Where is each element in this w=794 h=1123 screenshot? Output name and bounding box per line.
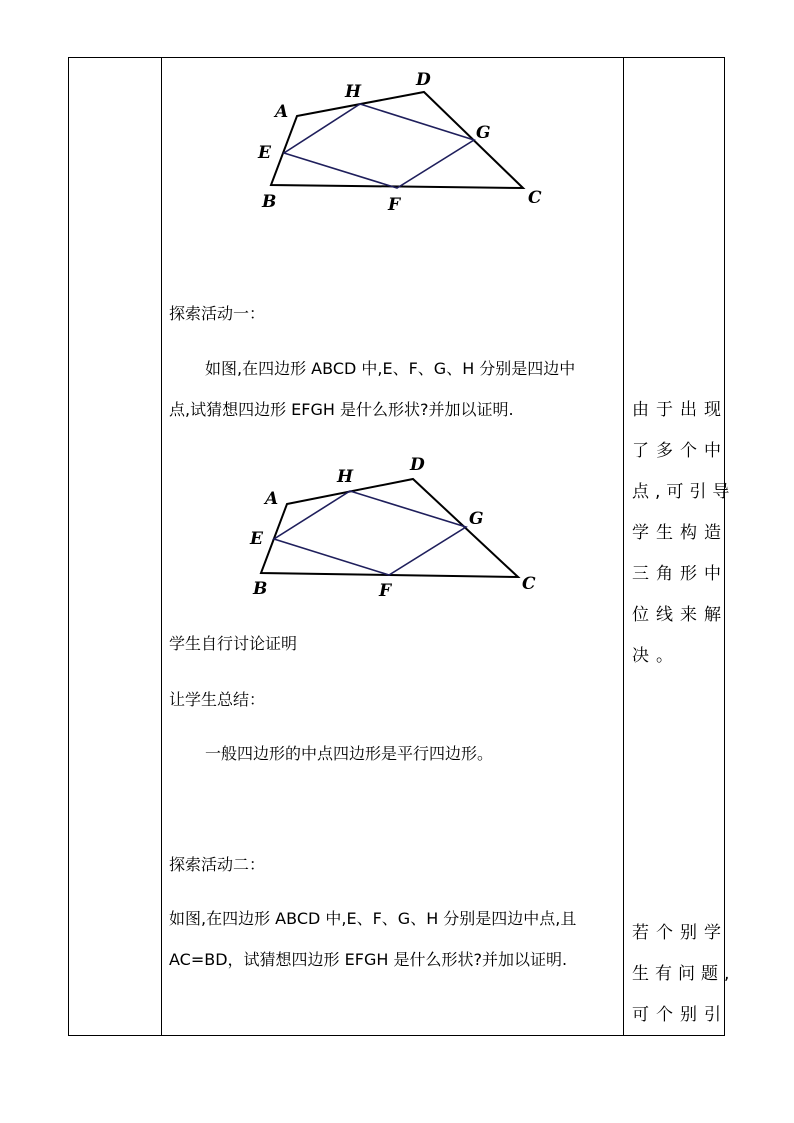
label-G: G	[476, 123, 491, 143]
column-divider-right	[623, 58, 624, 1035]
label-A: A	[275, 102, 289, 122]
side-note1-line2: 了多个中	[632, 441, 728, 461]
side-note1-line7: 决。	[632, 646, 680, 666]
side-note2-line3: 可个别引	[632, 1005, 728, 1025]
side-note2-line2: 生有问题,	[632, 964, 736, 984]
column-divider-left	[161, 58, 162, 1035]
discussion-text: 学生自行讨论证明	[169, 634, 298, 653]
label-B: B	[253, 579, 268, 599]
label-G: G	[469, 509, 484, 529]
midpoint-quadrilateral	[284, 104, 474, 188]
label-B: B	[262, 192, 277, 212]
activity2-line1: 如图,在四边形 ABCD 中,E、F、G、H 分别是四边中点,且	[169, 909, 577, 928]
quadrilateral-figure-top	[250, 65, 560, 215]
activity2-line2: AC=BD，试猜想四边形 EFGH 是什么形状?并加以证明.	[169, 950, 568, 969]
side-note1-line1: 由于出现	[632, 400, 728, 420]
activity1-line1: 如图,在四边形 ABCD 中,E、F、G、H 分别是四边中	[205, 359, 576, 378]
side-note1-line4: 学生构造	[632, 523, 728, 543]
quadrilateral-figure-middle	[240, 452, 550, 602]
label-F: F	[388, 195, 401, 215]
activity2-title: 探索活动二：	[169, 855, 266, 874]
label-H: H	[337, 467, 354, 487]
side-note2-line1: 若个别学	[632, 923, 728, 943]
label-C: C	[528, 188, 542, 208]
label-E: E	[258, 143, 271, 163]
label-H: H	[345, 82, 362, 102]
summary-text: 一般四边形的中点四边形是平行四边形。	[205, 744, 494, 763]
midpoint-quadrilateral	[274, 491, 466, 575]
label-D: D	[416, 70, 431, 90]
summary-title: 让学生总结：	[169, 690, 266, 709]
label-F: F	[379, 581, 392, 601]
side-note1-line5: 三角形中	[632, 564, 728, 584]
side-note1-line6: 位线来解	[632, 605, 728, 625]
label-A: A	[265, 489, 279, 509]
label-E: E	[250, 529, 263, 549]
activity1-line2: 点,试猜想四边形 EFGH 是什么形状?并加以证明.	[169, 400, 514, 419]
label-D: D	[410, 455, 425, 475]
side-note1-line3: 点,可引导	[632, 482, 736, 502]
activity1-title: 探索活动一：	[169, 304, 266, 323]
label-C: C	[522, 574, 536, 594]
